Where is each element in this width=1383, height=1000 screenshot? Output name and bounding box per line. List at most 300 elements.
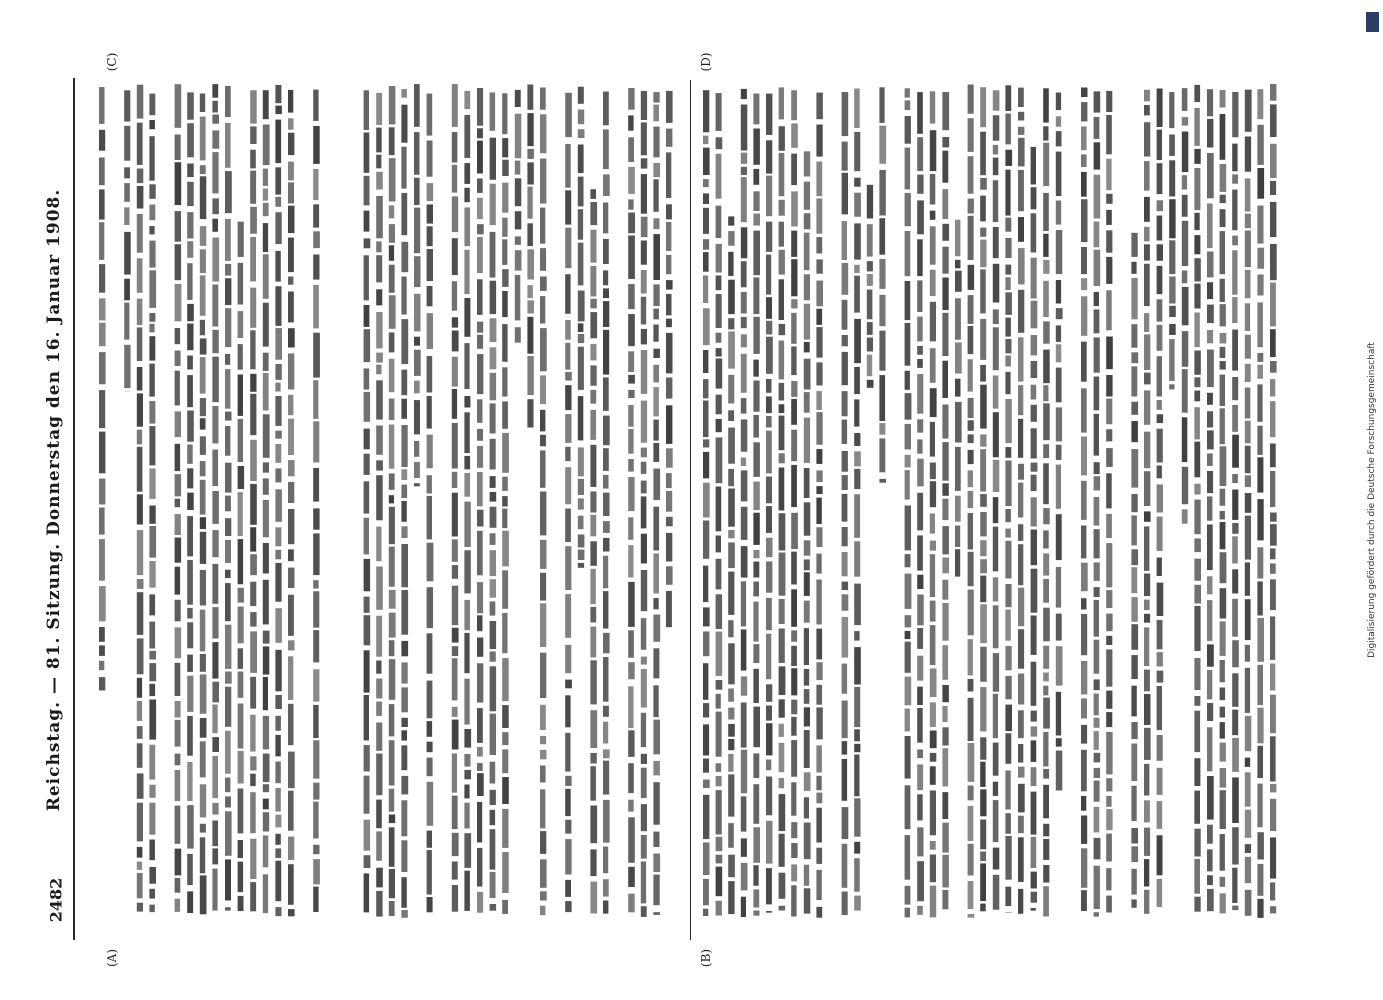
text-line-mark <box>1245 645 1250 662</box>
text-line-mark <box>1207 670 1212 699</box>
text-line-mark <box>1131 449 1138 488</box>
text-line-mark <box>779 341 785 380</box>
text-line-mark <box>578 129 585 138</box>
text-line-mark <box>1056 646 1063 685</box>
text-line-mark <box>703 239 709 250</box>
text-line-mark <box>942 685 949 702</box>
text-line-mark <box>791 630 797 641</box>
text-line-mark <box>565 447 570 461</box>
text-line-mark <box>703 909 708 916</box>
text-line-mark <box>389 224 395 243</box>
text-line-mark <box>137 701 142 721</box>
text-line-mark <box>930 841 936 850</box>
text-line-mark <box>275 251 280 282</box>
text-line-mark <box>1257 248 1264 269</box>
text-line-mark <box>149 785 155 798</box>
text-line-mark <box>942 580 948 600</box>
text-line-mark <box>1232 710 1238 736</box>
text-line-mark <box>99 586 106 621</box>
text-line-mark <box>1106 429 1112 441</box>
text-line-mark <box>842 173 848 215</box>
text-line-mark <box>212 285 218 327</box>
text-line-mark <box>1257 426 1262 455</box>
text-line-mark <box>753 214 760 226</box>
text-line-mark <box>603 174 610 196</box>
text-line-mark <box>1106 473 1112 508</box>
text-line-mark <box>1131 655 1137 679</box>
text-line-mark <box>502 138 508 157</box>
text-line-mark <box>263 812 269 831</box>
text-line-mark <box>1005 509 1011 522</box>
text-line-mark <box>1094 731 1099 750</box>
text-line-mark <box>565 695 570 727</box>
text-line-mark <box>137 873 143 898</box>
text-line-mark <box>187 805 194 849</box>
text-line-mark <box>565 733 570 772</box>
text-line-mark <box>1018 837 1024 882</box>
text-line-mark <box>980 789 986 816</box>
text-line-mark <box>578 396 584 440</box>
text-line-mark <box>452 317 458 327</box>
text-line-mark <box>641 618 647 650</box>
text-line-mark <box>1194 539 1201 553</box>
text-line-mark <box>753 381 759 412</box>
text-line-mark <box>955 402 962 443</box>
text-line-mark <box>389 205 394 218</box>
text-line-mark <box>275 106 282 115</box>
text-line-mark <box>766 821 773 864</box>
text-line-mark <box>641 754 647 764</box>
text-line-mark <box>175 244 182 280</box>
text-line-mark <box>414 441 419 457</box>
text-line-mark <box>905 193 911 226</box>
text-line-mark <box>1031 792 1037 835</box>
text-line-mark <box>149 745 155 780</box>
text-line-mark <box>628 867 635 887</box>
text-line-mark <box>1207 453 1213 466</box>
text-line-mark <box>1106 712 1112 727</box>
text-line-mark <box>376 527 381 562</box>
text-line-mark <box>753 191 759 211</box>
text-line-mark <box>1094 142 1101 169</box>
text-line-mark <box>225 264 231 276</box>
text-line-mark <box>1081 750 1087 792</box>
text-line-mark <box>1144 197 1150 222</box>
text-line-mark <box>1245 364 1251 382</box>
text-line-mark <box>149 364 154 397</box>
text-line-mark <box>1043 824 1049 837</box>
text-line-mark <box>854 223 861 259</box>
text-line-mark <box>414 132 420 175</box>
text-line-mark <box>590 410 596 440</box>
text-line-mark <box>930 130 937 171</box>
text-line-mark <box>1081 481 1087 520</box>
text-line-mark <box>149 803 155 835</box>
text-line-mark <box>779 599 785 624</box>
text-line-mark <box>225 463 232 493</box>
text-line-mark <box>779 222 784 247</box>
text-line-mark <box>955 496 961 522</box>
text-line-mark <box>263 754 270 783</box>
text-line-mark <box>401 242 408 272</box>
text-line-mark <box>1144 90 1150 102</box>
text-line-mark <box>250 554 257 575</box>
text-line-mark <box>250 715 255 752</box>
text-line-mark <box>804 730 810 768</box>
text-line-mark <box>401 800 407 836</box>
text-line-mark <box>1144 161 1150 191</box>
text-line-mark <box>1194 313 1199 348</box>
text-line-mark <box>502 218 507 237</box>
text-line-mark <box>1257 581 1262 615</box>
text-line-mark <box>816 870 821 900</box>
text-line-mark <box>464 833 471 868</box>
text-line-mark <box>225 278 231 305</box>
text-line-mark <box>804 359 811 390</box>
text-line-mark <box>641 481 647 494</box>
text-line-mark <box>187 445 193 464</box>
text-line-mark <box>741 470 748 501</box>
text-line-mark <box>376 723 382 751</box>
text-line-mark <box>1056 614 1062 641</box>
text-line-mark <box>275 563 281 602</box>
text-line-mark <box>578 177 584 207</box>
text-line-mark <box>590 627 596 658</box>
text-line-mark <box>816 470 822 482</box>
text-line-mark <box>816 662 822 680</box>
text-line-mark <box>490 232 496 278</box>
text-line-mark <box>175 328 181 344</box>
text-line-mark <box>741 105 748 151</box>
text-line-mark <box>603 416 610 446</box>
text-line-mark <box>1018 112 1024 121</box>
text-line-mark <box>464 679 469 725</box>
text-line-mark <box>401 662 407 683</box>
text-line-mark <box>263 353 269 371</box>
text-line-mark <box>905 631 911 639</box>
text-line-mark <box>879 438 885 472</box>
text-line-mark <box>502 433 509 473</box>
text-line-mark <box>376 93 382 125</box>
text-line-mark <box>389 495 394 503</box>
text-line-mark <box>980 449 986 491</box>
text-line-mark <box>804 572 810 596</box>
text-line-mark <box>565 274 570 314</box>
text-line-mark <box>1194 484 1200 495</box>
text-line-mark <box>804 151 810 176</box>
text-line-mark <box>99 298 106 320</box>
text-line-mark <box>905 148 911 190</box>
text-line-mark <box>1094 292 1099 306</box>
text-line-mark <box>175 284 182 321</box>
text-line-mark <box>930 731 937 749</box>
text-line-mark <box>313 468 319 502</box>
column-marker-d: (D) <box>699 52 713 72</box>
text-line-mark <box>1157 400 1162 410</box>
text-line-mark <box>1157 429 1163 463</box>
text-line-mark <box>527 300 534 313</box>
text-line-mark <box>225 369 230 409</box>
text-line-mark <box>968 398 974 418</box>
text-line-mark <box>1220 446 1227 486</box>
text-line-mark <box>766 777 772 816</box>
text-line-mark <box>452 833 459 856</box>
text-line-mark <box>364 873 370 912</box>
text-line-mark <box>1207 825 1213 844</box>
text-line-mark <box>854 896 861 911</box>
text-line-mark <box>1232 190 1237 231</box>
text-line-mark <box>942 92 949 130</box>
text-line-mark <box>565 776 571 786</box>
text-line-mark <box>666 591 672 627</box>
text-line-mark <box>741 629 747 670</box>
text-line-mark <box>653 349 660 358</box>
text-line-mark <box>1207 282 1213 299</box>
text-line-mark <box>804 233 810 271</box>
text-line-mark <box>766 684 772 702</box>
text-line-mark <box>917 827 923 856</box>
text-line-mark <box>791 668 797 695</box>
text-line-mark <box>490 373 497 401</box>
text-line-mark <box>376 868 383 888</box>
text-line-mark <box>1270 283 1276 327</box>
text-line-mark <box>401 425 407 467</box>
text-line-mark <box>728 318 734 329</box>
text-line-mark <box>905 642 911 673</box>
text-line-mark <box>578 447 584 476</box>
text-line-mark <box>842 300 848 330</box>
text-line-mark <box>1018 816 1024 834</box>
text-line-mark <box>1207 525 1213 571</box>
text-line-mark <box>703 193 709 204</box>
text-line-mark <box>917 749 923 758</box>
text-line-mark <box>628 351 634 372</box>
text-line-mark <box>364 211 370 232</box>
text-line-mark <box>703 631 709 656</box>
text-line-mark <box>527 356 533 395</box>
text-line-mark <box>1220 361 1226 370</box>
text-line-mark <box>1270 695 1276 734</box>
text-line-mark <box>225 778 230 793</box>
text-line-mark <box>1131 515 1137 545</box>
text-line-mark <box>288 277 293 285</box>
text-line-mark <box>716 395 722 415</box>
text-line-mark <box>728 428 735 464</box>
text-line-mark <box>1018 170 1024 211</box>
text-line-mark <box>942 706 947 722</box>
text-line-mark <box>703 148 710 175</box>
text-line-mark <box>603 239 609 264</box>
text-line-mark <box>427 204 433 223</box>
text-line-mark <box>917 374 923 414</box>
text-line-mark <box>1270 906 1276 913</box>
text-line-mark <box>1270 84 1276 101</box>
text-line-mark <box>641 835 647 859</box>
text-line-mark <box>389 295 396 329</box>
text-line-mark <box>502 239 507 265</box>
text-line-mark <box>427 183 434 201</box>
text-line-mark <box>1245 421 1251 444</box>
text-line-mark <box>1232 738 1239 772</box>
text-line-mark <box>389 265 395 293</box>
text-line-mark <box>137 186 144 209</box>
text-line-mark <box>816 554 821 574</box>
text-line-mark <box>175 371 180 406</box>
text-line-mark <box>137 327 143 361</box>
text-line-mark <box>414 400 420 434</box>
text-line-mark <box>1081 342 1087 382</box>
text-line-mark <box>427 758 433 777</box>
text-line-mark <box>490 579 496 598</box>
text-line-mark <box>175 878 181 893</box>
text-line-mark <box>930 270 936 296</box>
text-line-mark <box>816 707 822 739</box>
text-line-mark <box>401 193 407 235</box>
text-line-mark <box>653 685 658 717</box>
text-line-mark <box>1144 244 1150 260</box>
text-line-mark <box>389 815 395 824</box>
text-line-mark <box>779 906 786 911</box>
text-line-mark <box>200 117 206 161</box>
text-line-mark <box>313 421 319 462</box>
text-line-mark <box>641 570 647 611</box>
text-line-mark <box>753 317 759 354</box>
text-line-mark <box>1194 351 1200 375</box>
text-line-mark <box>1081 154 1087 167</box>
text-line-mark <box>288 133 294 155</box>
text-line-mark <box>452 796 458 830</box>
text-line-mark <box>917 708 923 743</box>
text-line-mark <box>99 87 105 124</box>
text-line-mark <box>980 196 986 222</box>
text-line-mark <box>212 869 217 911</box>
text-line-mark <box>1257 89 1263 119</box>
text-line-mark <box>716 206 722 238</box>
text-line-mark <box>980 863 986 901</box>
text-line-mark <box>804 418 810 463</box>
text-line-mark <box>427 681 433 719</box>
text-line-mark <box>275 861 281 902</box>
text-line-mark <box>263 784 269 792</box>
text-line-mark <box>779 794 786 831</box>
text-line-mark <box>1220 790 1226 829</box>
text-line-mark <box>200 418 206 429</box>
text-line-mark <box>590 806 597 844</box>
text-line-mark <box>250 440 257 481</box>
text-line-mark <box>879 170 885 216</box>
text-line-mark <box>149 226 154 234</box>
text-line-mark <box>1094 476 1101 490</box>
text-line-mark <box>703 759 709 773</box>
text-line-mark <box>993 227 999 258</box>
text-line-mark <box>200 674 207 713</box>
text-line-mark <box>1005 676 1011 699</box>
text-line-mark <box>1157 325 1163 351</box>
text-line-mark <box>628 390 634 398</box>
text-line-mark <box>1031 361 1038 378</box>
text-line-mark <box>766 321 772 335</box>
text-line-mark <box>628 405 634 427</box>
text-line-mark <box>99 158 105 186</box>
text-line-mark <box>275 120 281 164</box>
text-line-mark <box>99 479 105 505</box>
text-line-mark <box>1094 753 1101 763</box>
text-line-mark <box>1144 432 1150 469</box>
text-line-mark <box>1056 738 1062 746</box>
text-line-mark <box>175 770 181 801</box>
text-line-mark <box>452 238 458 275</box>
text-line-mark <box>653 325 658 342</box>
text-line-mark <box>1220 90 1226 108</box>
text-line-mark <box>477 510 484 527</box>
text-line-mark <box>1182 509 1188 523</box>
text-line-mark <box>703 795 709 839</box>
text-line-mark <box>703 275 708 303</box>
text-line-mark <box>653 782 659 825</box>
text-line-mark <box>376 289 382 305</box>
text-line-mark <box>603 448 609 471</box>
text-line-mark <box>490 476 496 488</box>
text-line-mark <box>364 238 371 248</box>
text-line-mark <box>477 335 483 349</box>
text-line-mark <box>1005 399 1011 443</box>
text-line-mark <box>1081 796 1086 811</box>
digitization-credit: Digitalisierung gefördert durch die Deutsche Forschungsgemeinschaft <box>1367 342 1377 658</box>
text-line-mark <box>212 330 218 353</box>
text-line-mark <box>490 184 496 225</box>
text-line-mark <box>502 613 507 653</box>
text-line-mark <box>1245 178 1251 211</box>
text-line-mark <box>716 790 722 834</box>
text-line-mark <box>1270 401 1275 437</box>
text-line-mark <box>942 483 948 496</box>
text-line-mark <box>1232 297 1237 323</box>
text-line-mark <box>1257 864 1263 896</box>
text-line-mark <box>1257 784 1262 828</box>
text-line-mark <box>200 320 205 336</box>
text-line-mark <box>452 423 458 469</box>
text-line-mark <box>917 575 923 589</box>
text-line-mark <box>1157 414 1164 423</box>
text-line-mark <box>728 823 734 848</box>
text-line-mark <box>1094 91 1101 112</box>
text-line-mark <box>980 87 986 127</box>
text-line-mark <box>1094 912 1099 916</box>
text-line-mark <box>804 669 809 686</box>
text-line-mark <box>187 891 193 913</box>
text-line-mark <box>238 704 244 749</box>
text-line-mark <box>905 506 911 551</box>
text-line-mark <box>427 831 432 848</box>
text-line-mark <box>1220 660 1225 682</box>
text-line-mark <box>225 672 232 684</box>
text-line-mark <box>716 776 722 786</box>
text-line-mark <box>490 92 496 130</box>
text-line-mark <box>1270 513 1277 522</box>
text-line-mark <box>779 250 785 275</box>
text-line-mark <box>1018 744 1023 763</box>
text-line-mark <box>540 603 546 647</box>
text-line-mark <box>540 277 547 291</box>
text-line-mark <box>1245 90 1252 132</box>
text-line-mark <box>1106 636 1112 645</box>
text-line-mark <box>816 412 822 445</box>
text-line-mark <box>1094 529 1100 558</box>
text-line-mark <box>753 415 759 438</box>
text-line-mark <box>389 659 396 700</box>
text-line-mark <box>779 834 785 867</box>
text-line-mark <box>212 564 218 604</box>
